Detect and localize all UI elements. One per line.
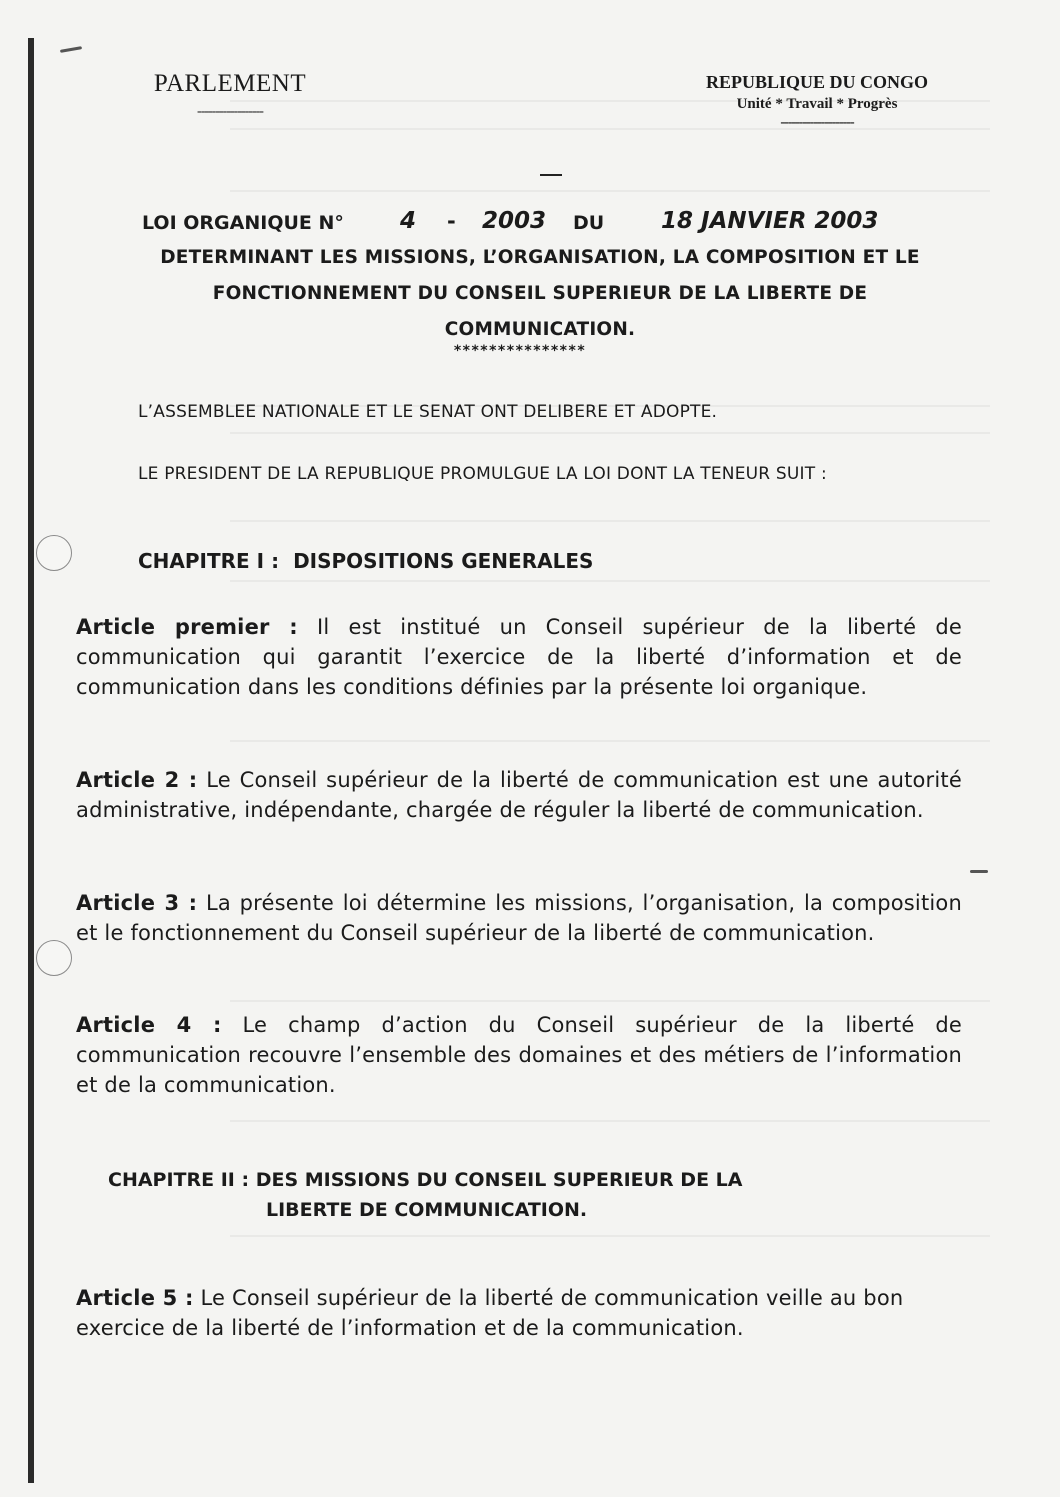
punch-hole [36,940,72,976]
article-heading: Article 3 : [76,891,198,915]
law-prefix: LOI ORGANIQUE N° [142,212,344,234]
law-number: 4 [400,208,417,234]
scan-edge [28,38,34,1483]
parliament-title: PARLEMENT [153,70,307,97]
article-text: Le Conseil supérieur de la liberté de communication veille au bon exercice de la liberté de l’information et de la communication. [76,1286,904,1340]
law-du: DU [573,212,605,234]
law-dash: - [447,209,456,233]
article-4 [76,1010,962,1100]
article-2 [76,765,962,825]
article-heading: Article premier : [76,615,298,639]
chapter-1-heading [138,549,593,573]
chapter-2-line: LIBERTE DE COMMUNICATION. [266,1199,588,1221]
article-heading: Article 4 : [76,1013,222,1037]
article-3 [76,888,962,948]
law-title-line: FONCTIONNEMENT DU CONSEIL SUPERIEUR DE LA LIBERTE DE [212,283,868,304]
chapter-1-label: CHAPITRE I : [138,549,280,573]
scan-speck [60,46,82,53]
center-divider [540,174,562,176]
law-title-line: COMMUNICATION. [444,319,636,340]
law-title [60,240,1020,348]
law-identifier [0,208,1060,238]
article-text: Le Conseil supérieur de la liberté de communication est une autorité administrative, indépendante, chargée de réguler la liberté de communication. [76,768,962,822]
law-year: 2003 [482,208,547,234]
article-premier [76,612,962,702]
country-motto: Unité * Travail * Progrès [736,96,898,112]
preamble-adoption: L’ASSEMBLEE NATIONALE ET LE SENAT ONT DELIBERE ET ADOPTE. [138,402,718,422]
preamble-promulgation: LE PRESIDENT DE LA REPUBLIQUE PROMULGUE LA LOI DONT LA TENEUR SUIT : [138,464,827,484]
punch-hole [36,535,72,571]
article-5 [76,1283,962,1343]
article-heading: Article 5 : [76,1286,194,1310]
scan-speck [970,870,988,873]
country-name: REPUBLIQUE DU CONGO [705,72,929,92]
header-right [678,72,956,131]
article-heading: Article 2 : [76,768,198,792]
article-text: Il est institué un Conseil supérieur de la liberté de communication qui garantit l’exercice de la liberté d’information et de communication dans les conditions définies par la présente loi organique. [76,615,962,699]
chapter-2-line: CHAPITRE II : DES MISSIONS DU CONSEIL SUPERIEUR DE LA [108,1169,743,1191]
header-left [130,70,330,120]
chapter-2-heading [108,1165,742,1225]
header-left-rule: ------------------ [197,104,263,119]
header-right-rule: -------------------- [780,115,854,130]
article-text: Le champ d’action du Conseil supérieur de la liberté de communication recouvre l’ensemble des domaines et des métiers de l’information et de la communication. [76,1013,962,1097]
law-date: 18 JANVIER 2003 [661,208,879,234]
stars-separator: *************** [453,343,587,359]
law-title-line: DETERMINANT LES MISSIONS, L’ORGANISATION, LA COMPOSITION ET LE [160,247,920,268]
article-text: La présente loi détermine les missions, l’organisation, la composition et le fonctionnement du Conseil supérieur de la liberté de communication. [76,891,962,945]
chapter-1-title: DISPOSITIONS GENERALES [293,549,594,573]
